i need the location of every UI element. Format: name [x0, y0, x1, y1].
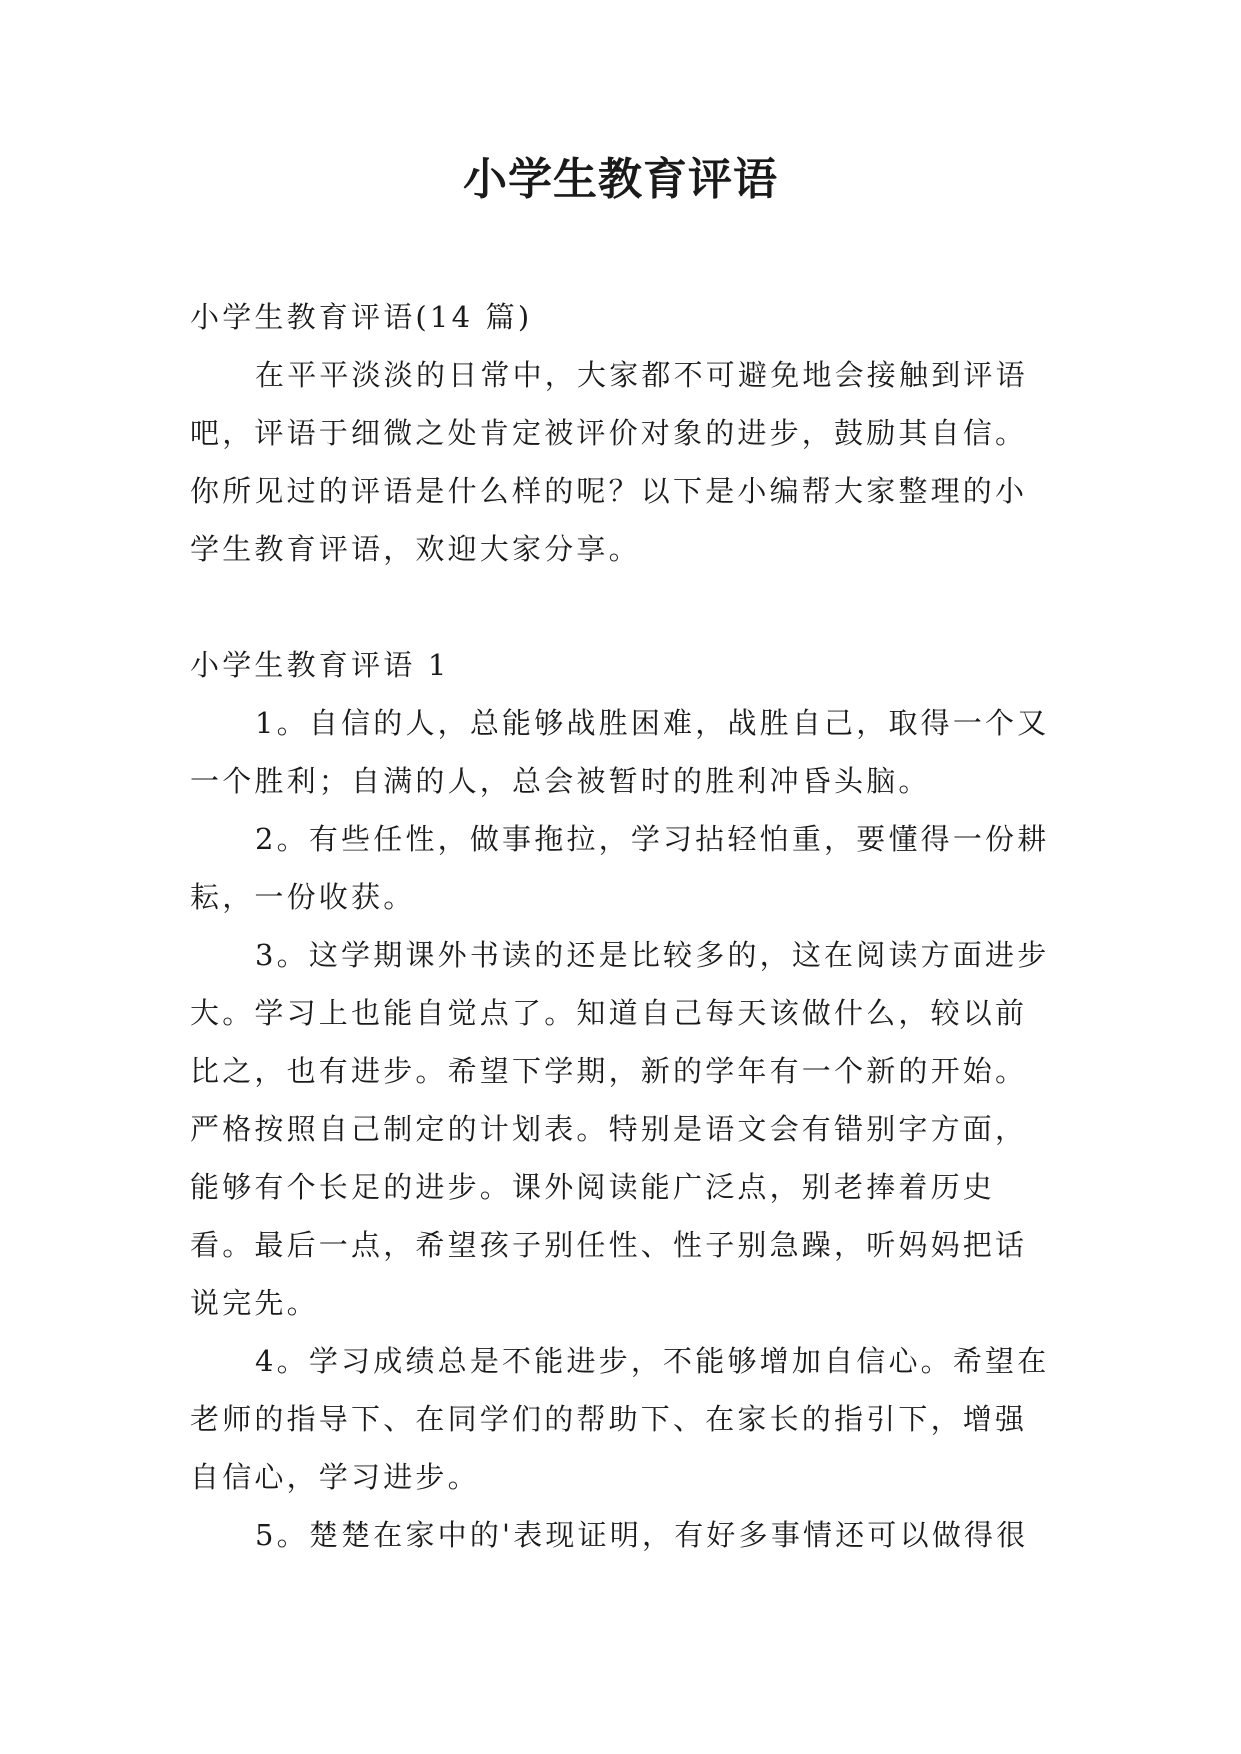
page-title: 小学生教育评语: [463, 154, 778, 205]
paragraph-spacer: [190, 578, 1055, 636]
comment-item-3: 3。这学期课外书读的还是比较多的，这在阅读方面进步大。学习上也能自觉点了。知道自己每天该做什么，较以前比之，也有进步。希望下学期，新的学年有一个新的开始。严格按照自己制定的计划表。特别是语文会有错别字方面，能够有个长足的进步。课外阅读能广泛点，别老捧着历史看。最后一点，希望孩子别任性、性子别急躁，听妈妈把话说完先。: [190, 938, 1050, 1320]
comment-item-4: 4。学习成绩总是不能进步，不能够增加自信心。希望在老师的指导下、在同学们的帮助下、在家长的指引下，增强自信心，学习进步。: [190, 1344, 1050, 1494]
document-body: [190, 288, 1055, 1564]
comment-item-1: 1。自信的人，总能够战胜困难，战胜自己，取得一个又一个胜利；自满的人，总会被暂时的胜利冲昏头脑。: [190, 706, 1050, 798]
intro-paragraph: 在平平淡淡的日常中，大家都不可避免地会接触到评语吧，评语于细微之处肯定被评价对象的进步，鼓励其自信。你所见过的评语是什么样的呢？以下是小编帮大家整理的小学生教育评语，欢迎大家分享。: [190, 358, 1028, 566]
comment-item-5: 5。楚楚在家中的'表现证明，有好多事情还可以做得很: [255, 1518, 1029, 1552]
comment-item-2: 2。有些任性，做事拖拉，学习拈轻怕重，要懂得一份耕耘，一份收获。: [190, 822, 1050, 914]
document-subtitle: 小学生教育评语(14 篇): [190, 300, 533, 334]
section-heading: 小学生教育评语 1: [190, 648, 450, 682]
